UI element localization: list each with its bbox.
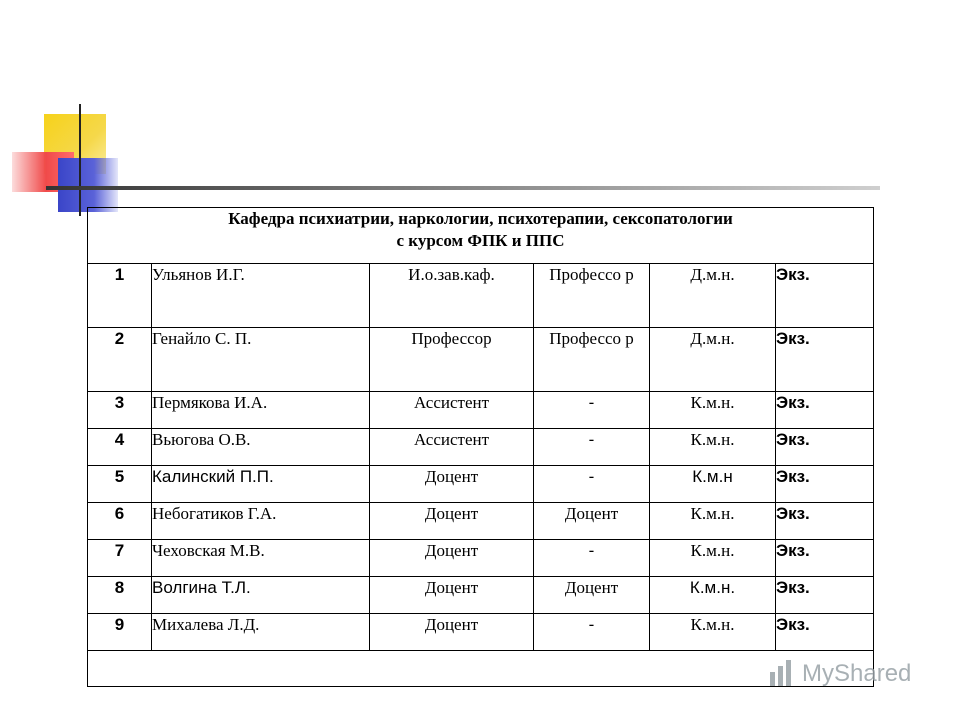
staff-name: Небогатиков Г.А. (152, 503, 370, 540)
staff-exam: Экз. (776, 577, 874, 614)
staff-position: И.о.зав.каф. (370, 264, 534, 328)
staff-name: Михалева Л.Д. (152, 614, 370, 651)
row-number: 6 (88, 503, 152, 540)
table-row (88, 614, 874, 651)
staff-degree: К.м.н. (650, 429, 776, 466)
table-row (88, 466, 874, 503)
staff-exam: Экз. (776, 614, 874, 651)
staff-degree: К.м.н. (650, 392, 776, 429)
row-number: 9 (88, 614, 152, 651)
row-number: 3 (88, 392, 152, 429)
row-number: 7 (88, 540, 152, 577)
staff-title: - (534, 614, 650, 651)
decor-blue-square (58, 158, 118, 212)
table-header-row (88, 208, 874, 264)
table-row (88, 429, 874, 466)
staff-name: Ульянов И.Г. (152, 264, 370, 328)
table-row (88, 577, 874, 614)
row-number: 4 (88, 429, 152, 466)
staff-name: Пермякова И.А. (152, 392, 370, 429)
staff-title: - (534, 429, 650, 466)
staff-title: Доцент (534, 577, 650, 614)
staff-exam: Экз. (776, 540, 874, 577)
table-row (88, 328, 874, 392)
staff-name: Волгина Т.Л. (152, 577, 370, 614)
staff-position: Профессор (370, 328, 534, 392)
staff-title: Доцент (534, 503, 650, 540)
staff-exam: Экз. (776, 328, 874, 392)
decor-vertical-line (79, 104, 81, 216)
staff-position: Доцент (370, 466, 534, 503)
staff-position: Доцент (370, 503, 534, 540)
staff-exam: Экз. (776, 429, 874, 466)
row-number: 2 (88, 328, 152, 392)
staff-exam: Экз. (776, 503, 874, 540)
staff-name: Генайло С. П. (152, 328, 370, 392)
staff-position: Доцент (370, 577, 534, 614)
row-number: 1 (88, 264, 152, 328)
staff-exam: Экз. (776, 264, 874, 328)
staff-position: Доцент (370, 540, 534, 577)
decor-horizontal-line (46, 186, 880, 190)
table-empty-row (88, 651, 874, 687)
staff-position: Ассистент (370, 392, 534, 429)
staff-title: - (534, 540, 650, 577)
staff-degree: К.м.н (650, 466, 776, 503)
empty-cell (88, 651, 874, 687)
table-row (88, 503, 874, 540)
table-row (88, 392, 874, 429)
row-number: 8 (88, 577, 152, 614)
watermark (768, 656, 928, 692)
staff-degree: Д.м.н. (650, 264, 776, 328)
department-title-line1: Кафедра психиатрии, наркологии, психотерапии, сексопатологии (228, 209, 733, 228)
staff-position: Ассистент (370, 429, 534, 466)
chart-icon (768, 660, 798, 688)
watermark-text: MyShared (802, 660, 912, 687)
staff-title: - (534, 392, 650, 429)
table-row (88, 540, 874, 577)
staff-degree: К.м.н. (650, 577, 776, 614)
staff-title: Профессо р (534, 264, 650, 328)
staff-name: Чеховская М.В. (152, 540, 370, 577)
staff-title: Профессо р (534, 328, 650, 392)
staff-table (87, 207, 874, 687)
staff-degree: Д.м.н. (650, 328, 776, 392)
staff-exam: Экз. (776, 392, 874, 429)
department-title-line2: с курсом ФПК и ППС (396, 231, 565, 250)
department-title (88, 208, 874, 264)
staff-position: Доцент (370, 614, 534, 651)
staff-name: Калинский П.П. (152, 466, 370, 503)
staff-degree: К.м.н. (650, 614, 776, 651)
table-row (88, 264, 874, 328)
staff-exam: Экз. (776, 466, 874, 503)
staff-degree: К.м.н. (650, 503, 776, 540)
staff-name: Вьюгова О.В. (152, 429, 370, 466)
staff-degree: К.м.н. (650, 540, 776, 577)
staff-title: - (534, 466, 650, 503)
row-number: 5 (88, 466, 152, 503)
